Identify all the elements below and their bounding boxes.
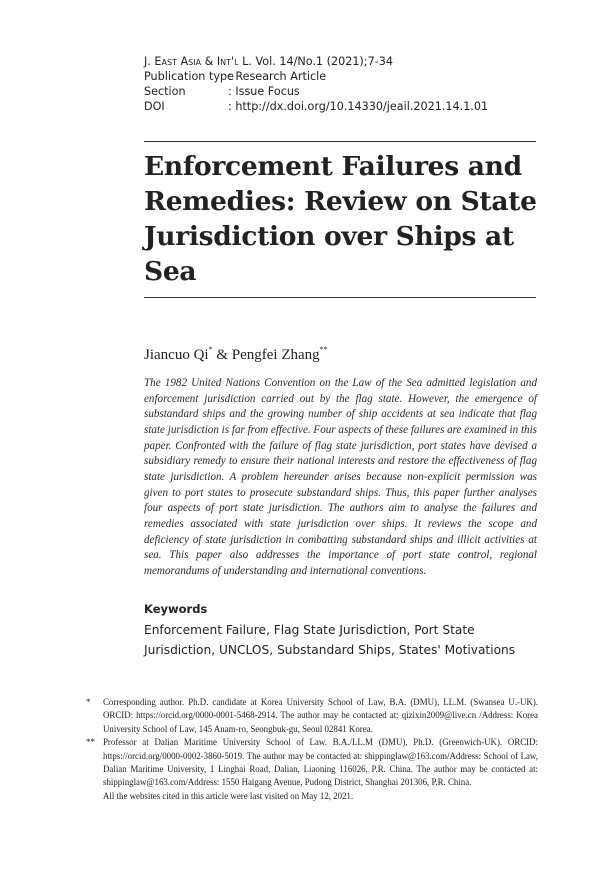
footnote-mark[interactable]: **: [319, 345, 328, 354]
keywords-list: Enforcement Failure, Flag State Jurisdiction, Port State Jurisdiction, UNCLOS, Substandard Ships, States' Motivations: [144, 623, 516, 657]
abstract: The 1982 United Nations Convention on the Law of the Sea admitted legislation and enforcement jurisdiction carried out by the flag state. However, the emergence of substandard ships and the growing number of ship accidents at sea indicate that flag state jurisdiction is far from effective. Four aspects of these failures are examined in this paper. Confronted with the failure of flag state jurisdiction, port states have devised a subsidiary remedy to ensure their national interests and restore the effectiveness of flag state jurisdiction. A problem hereunder arises because non-explicit permission was given to port states to prosecute substandard ships. Thus, this paper further analyses four aspects of port state jurisdiction. The authors aim to analyse the failures and remedies associated with state jurisdiction over ships. It reviews the scope and deficiency of state jurisdiction in combatting substandard ships and illicit activities at sea. This paper also addresses the importance of port state control, regional memorandums of understanding and international conventions.: [144, 377, 537, 578]
websites-note: All the websites cited in this article were last visited on May 12, 2021.: [103, 790, 354, 801]
author-name: Pengfei Zhang: [231, 347, 320, 363]
title-top-rule: [144, 141, 536, 142]
meta-value: : Research Article: [228, 70, 327, 83]
footnotes: [86, 696, 538, 803]
journal-citation: [144, 54, 488, 69]
title-bottom-rule: [144, 297, 536, 298]
meta-row-doi: [144, 99, 488, 114]
journal-abbreviation: J. East Asia & Int'l L.: [144, 55, 252, 68]
meta-key: Section: [144, 85, 186, 98]
meta-key: Publication type: [144, 70, 234, 83]
footnote: [86, 736, 538, 790]
footnote-text: Professor at Dalian Maritime University School of Law. B.A./LL.M (DMU), Ph.D. (Greenwich-UK). ORCID: https://orcid.org/0000-0002-3860-5019. The author may be contacted at: shippinglaw@163.com/Address: School of Law, Dalian Maritime University, 1 Linghai Road, Dalian, Liaoning 116026, P.R. China. The author may be contacted at: shippinglaw@163.com/Address: 1550 Haigang Avenue, Pudong District, Shanghai 201306, P.R. China.: [103, 737, 538, 788]
footnote-mark: *: [86, 697, 91, 707]
doi-link[interactable]: : http://dx.doi.org/10.14330/jeail.2021.14.1.01: [228, 100, 489, 113]
footnote-mark: **: [86, 737, 95, 748]
footnote-mark[interactable]: *: [208, 345, 213, 354]
publication-metadata: [144, 54, 488, 114]
author-separator: &: [212, 347, 232, 363]
meta-row-publication-type: [144, 69, 488, 84]
meta-row-section: [144, 84, 488, 99]
meta-value: : Issue Focus: [228, 85, 300, 98]
footnote-text: Corresponding author. Ph.D. candidate at Korea University School of Law, B.A. (DMU), LL.M. (Swansea U.-UK). ORCID: https://orcid.org/0000-0001-5468-2914. The author may be contacted at: qizixin2009@live.cn /Address: Korea University School of Law, 145 Anam-ro, Seongbuk-gu, Seoul 02841 Korea.: [103, 697, 538, 734]
keywords-heading: Keywords: [144, 602, 208, 616]
footnote: [86, 696, 538, 736]
author-line: [144, 345, 328, 364]
author-name: Jiancuo Qi: [144, 347, 209, 363]
volume-issue: Vol. 14/No.1 (2021);7-34: [255, 55, 393, 68]
meta-key: DOI: [144, 100, 165, 113]
article-title: Enforcement Failures and Remedies: Review on State Jurisdiction over Ships at Sea: [144, 151, 537, 287]
